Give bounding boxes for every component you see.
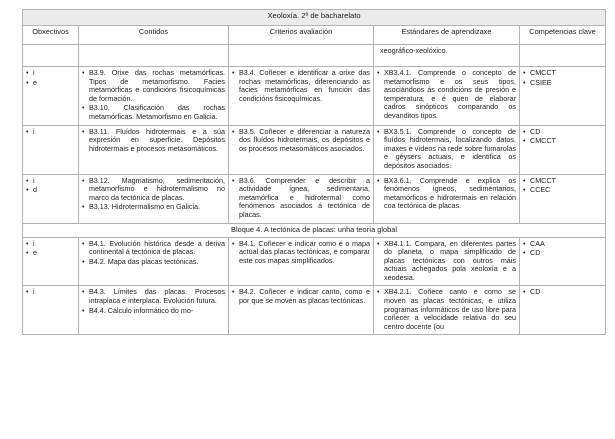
obxectivos-item: • i xyxy=(26,69,75,78)
cell-contidos xyxy=(79,125,229,174)
obxectivos-list xyxy=(26,288,75,297)
estandares-item: • BX3.5.1. Comprende o concepto de fluídos hidrotermais, localizando datos, imaxes e vídeos na rede sobre fumarolas e géysers actuais, e identifica os depósitos asociados. xyxy=(377,128,516,171)
cell-competencias xyxy=(520,67,606,126)
cell-empty xyxy=(520,45,606,67)
obxectivos-list xyxy=(26,128,75,137)
estandares-item: • XB4.1.1. Compara, en diferentes partes do planeta, o mapa simplificado de placas tectónicas con outros máis actuais achegados pola xeoloxía e a xeodesia. xyxy=(377,240,516,283)
section-title: Bloque 4. A tectónica de placas: unha teoría global xyxy=(23,223,606,237)
competencias-item: • CAA xyxy=(523,240,602,249)
estandares-item: • BX3.6.1. Comprende e explica os fenómenos ígneos, sedimentarios, metamórficos e hidrotermais en relación coa tectónica de placas. xyxy=(377,177,516,211)
competencias-item: • CD xyxy=(523,128,602,137)
estandares-list xyxy=(377,177,516,211)
competencias-list xyxy=(523,69,602,87)
criterios-list xyxy=(232,177,370,220)
header-obxectivos: Obxectivos xyxy=(23,26,79,45)
cell-obxectivos xyxy=(23,286,79,335)
estandares-item: • XB3.4.1. Comprende o concepto de metamorfismo e os seus tipos, asociándoos ás condicións de presión e temperatura, e é quen de elaborar cadros sinópticos comparando os devanditos tipos. xyxy=(377,69,516,121)
criterios-item: • B4.1. Coñecer e indicar como é o mapa actual das placas tectónicas, e comparar este cos mapas simplificados. xyxy=(232,240,370,266)
obxectivos-item: • e xyxy=(26,249,75,258)
obxectivos-item: • i xyxy=(26,177,75,186)
criterios-item: • B3.6. Comprender e describir a actividade ígnea, sedimentaria, metamórfica e hidrotermal como fenómenos asociados á tectónica de placas. xyxy=(232,177,370,220)
header-row xyxy=(23,26,606,45)
estandares-list xyxy=(377,128,516,171)
curriculum-table xyxy=(22,9,606,335)
table-title-row xyxy=(23,10,606,26)
contidos-item: • B3.13. Hidrotermalismo en Galicia. xyxy=(82,203,225,212)
contidos-item: • B3.10. Clasificación das rochas metamórficas. Metamorfismo en Galicia. xyxy=(82,104,225,121)
contidos-list xyxy=(82,69,225,122)
table-title: Xeoloxía. 2º de bacharelato xyxy=(23,10,606,26)
criterios-list xyxy=(232,69,370,103)
header-estandares: Estándares de aprendizaxe xyxy=(374,26,520,45)
competencias-item: • CSIEE xyxy=(523,79,602,88)
cell-estandares xyxy=(374,174,520,223)
competencias-item: • CMCCT xyxy=(523,69,602,78)
cell-contidos xyxy=(79,174,229,223)
cell-estandares xyxy=(374,237,520,286)
contidos-item: • B4.3. Límites das placas. Procesos intraplaca e interplaca. Evolución futura. xyxy=(82,288,225,305)
contidos-list xyxy=(82,177,225,212)
cell-competencias xyxy=(520,286,606,335)
contidos-item: • B4.2. Mapa das placas tectónicas. xyxy=(82,258,225,267)
contidos-item: • B3.11. Fluídos hidrotermais e a súa expresión en superficie. Depósitos hidrotermais e procesos metasomáticos. xyxy=(82,128,225,154)
competencias-item: • CMCCT xyxy=(523,137,602,146)
obxectivos-item: • i xyxy=(26,128,75,137)
cell-contidos xyxy=(79,237,229,286)
cell-empty xyxy=(79,45,229,67)
cell-obxectivos xyxy=(23,67,79,126)
obxectivos-item: • i xyxy=(26,240,75,249)
cell-contidos xyxy=(79,67,229,126)
obxectivos-list xyxy=(26,177,75,195)
competencias-item: • CMCCT xyxy=(523,177,602,186)
contidos-item: • B4.4. Cálculo informático do mo- xyxy=(82,307,225,316)
obxectivos-item: • d xyxy=(26,186,75,195)
contidos-item: • B3.9. Orixe das rochas metamórficas. Tipos de metamorfismo. Facies metamórficas e condicións fisicoquímicas de formación. xyxy=(82,69,225,103)
cell-criterios xyxy=(229,237,374,286)
continuation-text: xeográfico-xeolóxico. xyxy=(374,45,520,67)
estandares-item: • XB4.2.1. Coñece canto e como se moven as placas tectónicas, e utiliza programas informáticos de uso libre para coñecer a velocidade relativa do seu centro docente (ou xyxy=(377,288,516,331)
contidos-list xyxy=(82,288,225,315)
contidos-item: • B3.12. Magmatismo, sedimentación, metamorfismo e hidrotermalismo no marco da tectónica de placas. xyxy=(82,177,225,203)
table-row xyxy=(23,286,606,335)
cell-estandares xyxy=(374,286,520,335)
contidos-list xyxy=(82,240,225,267)
cell-criterios xyxy=(229,286,374,335)
obxectivos-item: • i xyxy=(26,288,75,297)
criterios-item: • B3.4. Coñecer e identificar a orixe das rochas metamórficas, diferenciando as facies metamórficas en función das condicións fisicoquímicas. xyxy=(232,69,370,103)
cell-obxectivos xyxy=(23,174,79,223)
competencias-list xyxy=(523,240,602,258)
competencias-item: • CD xyxy=(523,249,602,258)
cell-empty xyxy=(23,45,79,67)
cell-competencias xyxy=(520,125,606,174)
obxectivos-list xyxy=(26,240,75,258)
section-row xyxy=(23,223,606,237)
cell-criterios xyxy=(229,174,374,223)
table-row xyxy=(23,174,606,223)
competencias-list xyxy=(523,128,602,146)
competencias-item: • CCEC xyxy=(523,186,602,195)
cell-obxectivos xyxy=(23,237,79,286)
obxectivos-item: • e xyxy=(26,79,75,88)
header-contidos: Contidos xyxy=(79,26,229,45)
header-criterios: Criterios avaliación xyxy=(229,26,374,45)
estandares-list xyxy=(377,288,516,331)
criterios-list xyxy=(232,288,370,305)
table-row xyxy=(23,67,606,126)
criterios-list xyxy=(232,128,370,154)
table-row xyxy=(23,237,606,286)
cell-contidos xyxy=(79,286,229,335)
cell-competencias xyxy=(520,237,606,286)
estandares-list xyxy=(377,240,516,283)
cell-estandares xyxy=(374,67,520,126)
cell-empty xyxy=(229,45,374,67)
cell-estandares xyxy=(374,125,520,174)
criterios-list xyxy=(232,240,370,266)
continuation-row xyxy=(23,45,606,67)
contidos-list xyxy=(82,128,225,154)
cell-criterios xyxy=(229,67,374,126)
cell-obxectivos xyxy=(23,125,79,174)
table-row xyxy=(23,125,606,174)
criterios-item: • B4.2. Coñecer e indicar canto, como e por que se moven as placas tectónicas. xyxy=(232,288,370,305)
competencias-list xyxy=(523,177,602,195)
contidos-item: • B4.1. Evolución histórica desde a deriva continental á tectónica de placas. xyxy=(82,240,225,257)
obxectivos-list xyxy=(26,69,75,87)
estandares-list xyxy=(377,69,516,121)
competencias-item: • CD xyxy=(523,288,602,297)
criterios-item: • B3.5. Coñecer e diferenciar a natureza dos fluídos hidrotermais, os depósitos e os procesos metasomáticos asociados. xyxy=(232,128,370,154)
cell-competencias xyxy=(520,174,606,223)
cell-criterios xyxy=(229,125,374,174)
competencias-list xyxy=(523,288,602,297)
header-competencias: Competencias clave xyxy=(520,26,606,45)
